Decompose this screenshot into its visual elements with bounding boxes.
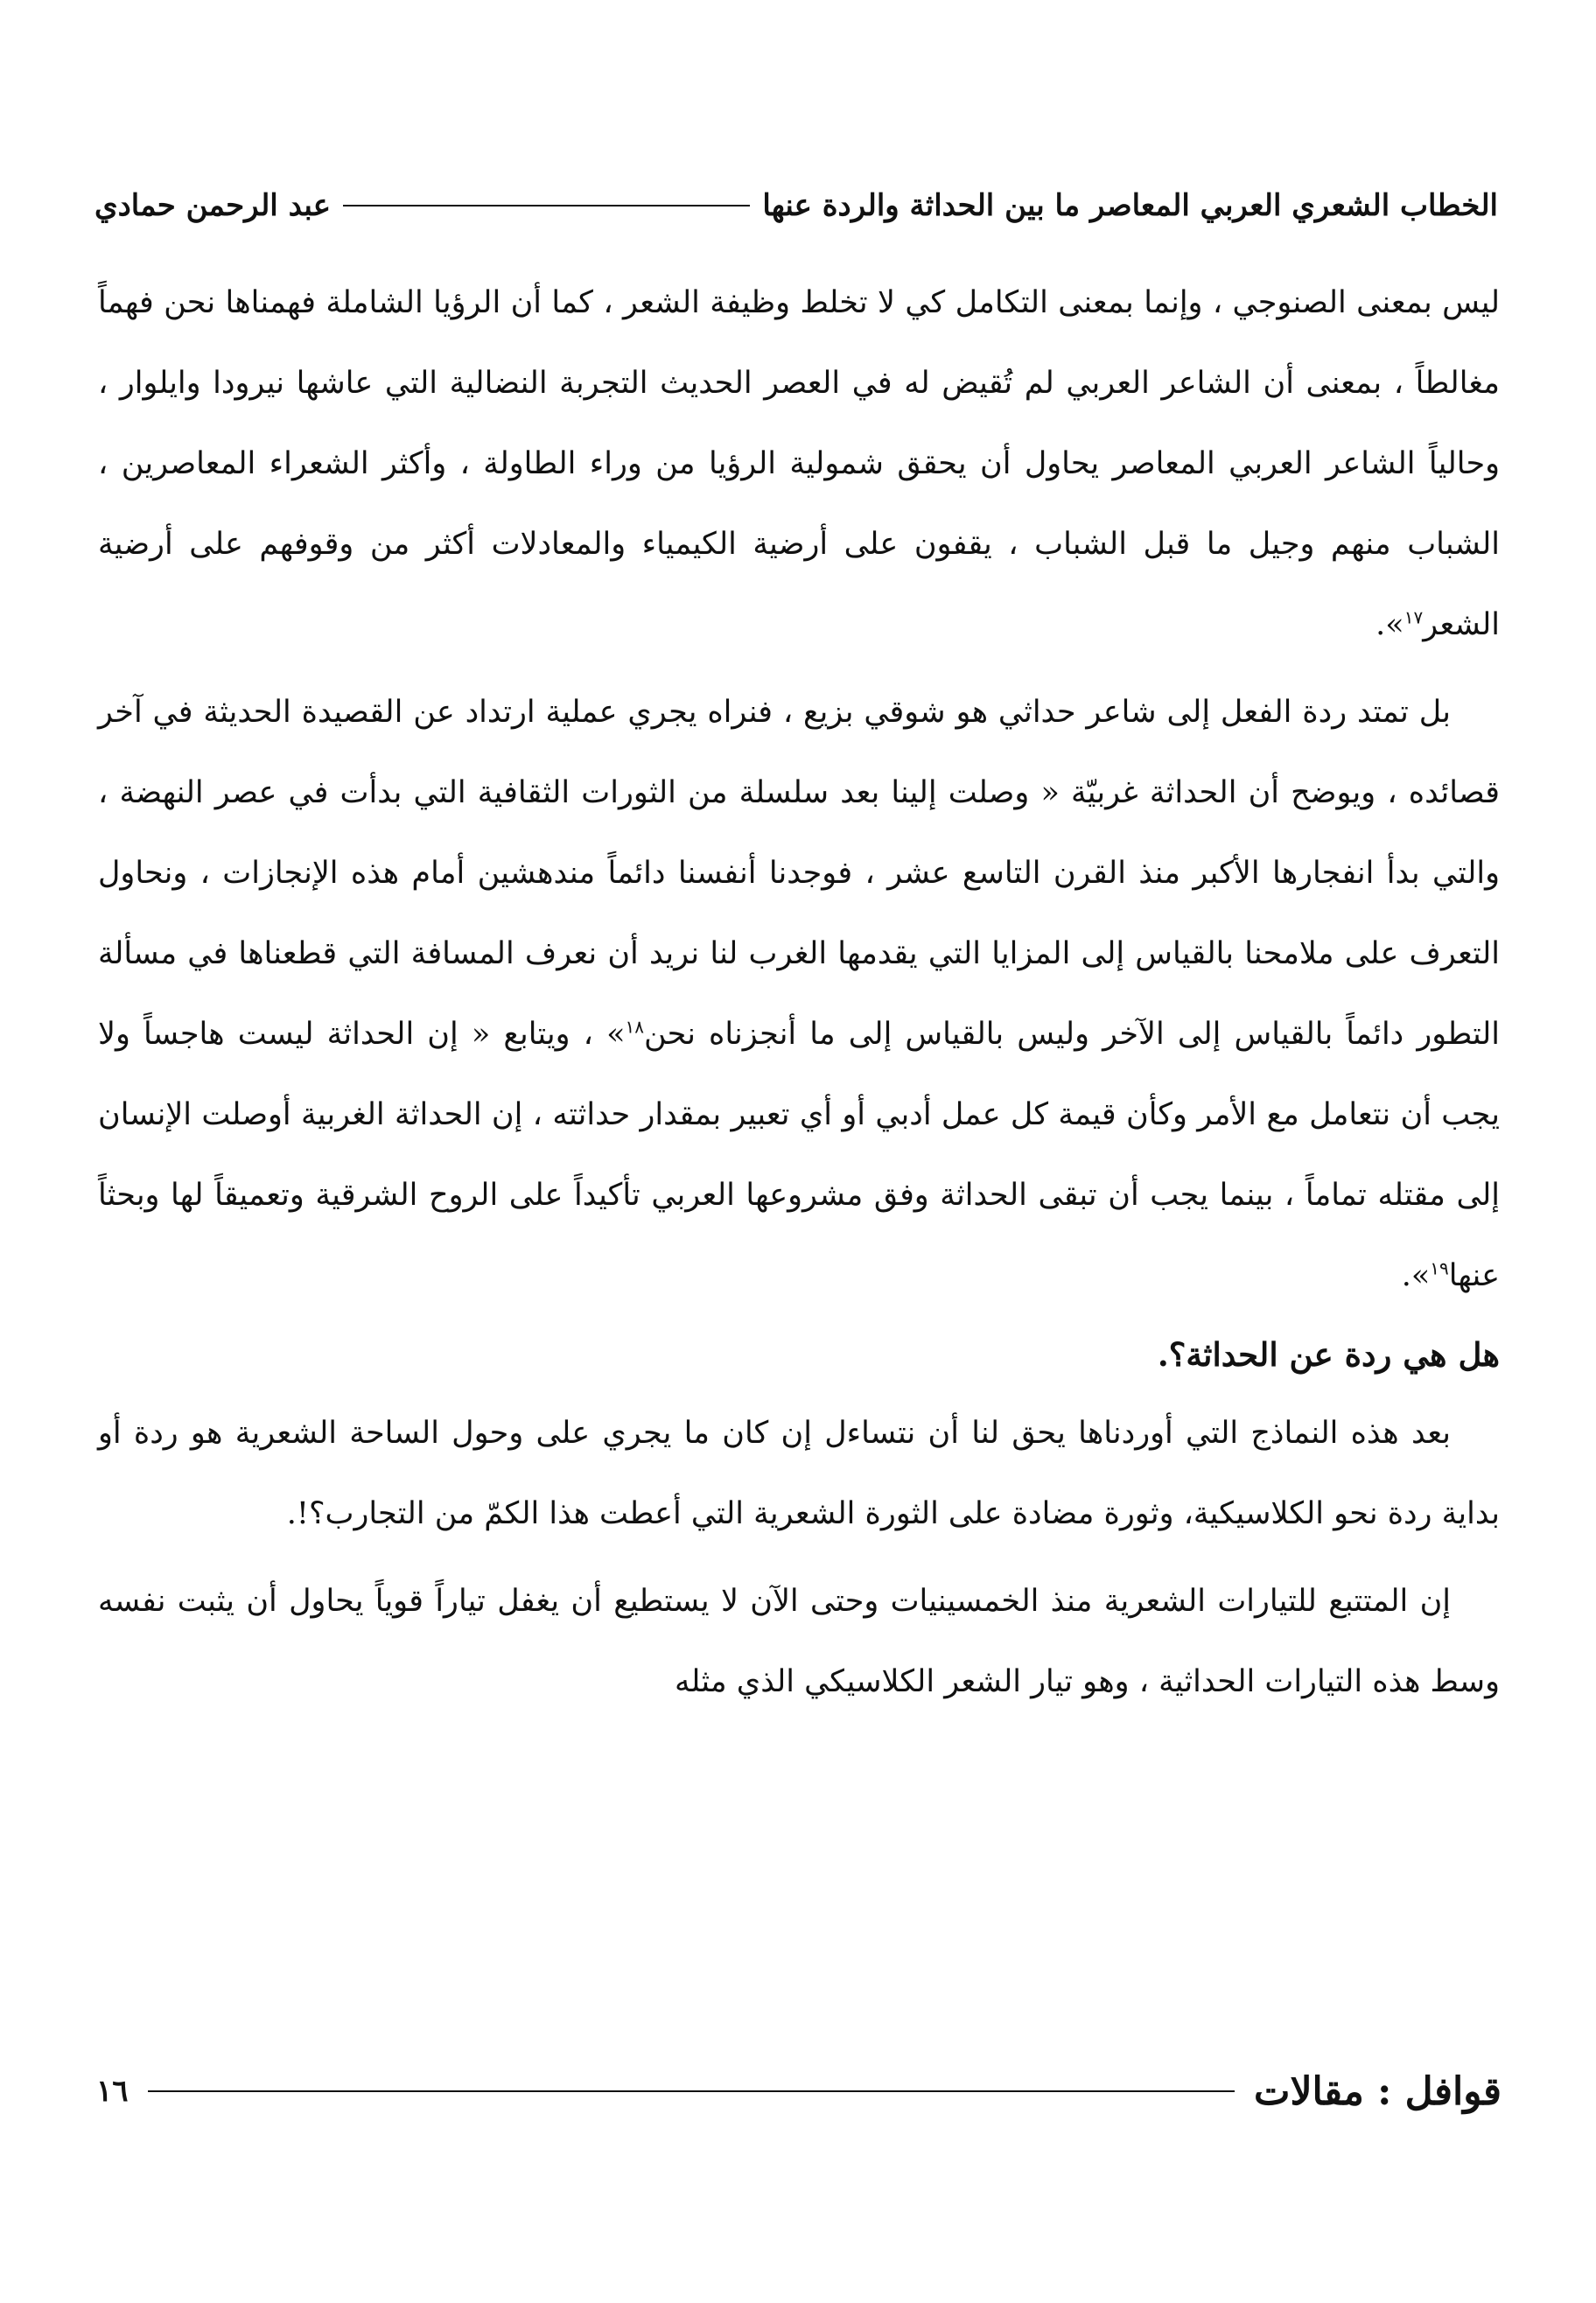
header-title: الخطاب الشعري العربي المعاصر ما بين الحداثة والردة عنها — [762, 188, 1498, 223]
paragraph-2 — [98, 672, 1500, 1316]
footnote-ref-17: ١٧ — [1404, 606, 1424, 628]
page-footer — [96, 2065, 1502, 2118]
journal-name: قوافل : مقالات — [1254, 2068, 1502, 2114]
footnote-ref-18: ١٨ — [625, 1016, 644, 1038]
quote-close: ». — [1376, 607, 1404, 642]
body-text — [98, 262, 1500, 1722]
page-number: ١٦ — [96, 2074, 129, 2109]
paragraph-2-text-a: بل تمتد ردة الفعل إلى شاعر حداثي هو شوقي بزيع ، فنراه يجري عملية ارتداد عن القصيدة الحديثة في آخر قصائده ، ويوضح أن الحداثة غربيّة « وصلت إلينا بعد سلسلة من الثورات الثقافية التي بدأت في عصر النهضة ، والتي بدأ انفجارها الأكبر منذ القرن التاسع عشر ، فوجدنا أنفسنا دائماً مندهشين أمام هذه الإنجازات ، ونحاول التعرف على ملامحنا بالقياس إلى المزايا التي يقدمها الغرب لنا نريد أن نعرف المسافة التي قطعناها في مسألة التطور دائماً بالقياس إلى الآخر وليس بالقياس إلى ما أنجزناه نحن — [98, 695, 1500, 1052]
running-header — [94, 179, 1498, 232]
section-heading: هل هي ردة عن الحداثة؟. — [1157, 1335, 1500, 1374]
footnote-ref-19: ١٩ — [1430, 1257, 1449, 1279]
paragraph-3: بعد هذه النماذج التي أوردناها يحق لنا أن نتساءل إن كان ما يجري على وحول الساحة الشعرية هو ردة أو بداية ردة نحو الكلاسيكية، وثورة مضادة على الثورة الشعرية التي أعطت هذا الكمّ من التجارب؟!. — [98, 1416, 1500, 1531]
header-rule — [343, 205, 750, 206]
header-author: عبد الرحمن حمادي — [94, 188, 331, 223]
paragraph-2-text-b: » ، ويتابع « إن الحداثة ليست هاجساً ولا يجب أن نتعامل مع الأمر وكأن قيمة كل عمل أدبي أو أي تعبير بمقدار حداثته ، إن الحداثة الغربية أوصلت الإنسان إلى مقتله تماماً ، بينما يجب أن تبقى الحداثة وفق مشروعها العربي تأكيداً على الروح الشرقية وتعميقاً لها وبحثاً عنها — [98, 1017, 1500, 1293]
quote-close: ». — [1401, 1258, 1431, 1293]
paragraph-1-text: ليس بمعنى الصنوجي ، وإنما بمعنى التكامل كي لا تخلط وظيفة الشعر ، كما أن الرؤيا الشاملة فهمناها نحن فهماً مغالطاً ، بمعنى أن الشاعر العربي لم تُقيض له في العصر الحديث التجربة النضالية التي عاشها نيرودا وايلوار ، وحالياً الشاعر العربي المعاصر يحاول أن يحقق شمولية الرؤيا من وراء الطاولة ، وأكثر الشعراء المعاصرين ، الشباب منهم وجيل ما قبل الشباب ، يقفون على أرضية الكيمياء والمعادلات أكثر من وقوفهم على أرضية الشعر — [98, 285, 1500, 642]
footer-rule — [148, 2090, 1235, 2092]
paragraph-1 — [98, 262, 1500, 665]
paragraph-4: إن المتتبع للتيارات الشعرية منذ الخمسينيات وحتى الآن لا يستطيع أن يغفل تياراً قوياً يحاول أن يثبت نفسه وسط هذه التيارات الحداثية ، وهو تيار الشعر الكلاسيكي الذي مثله — [98, 1584, 1500, 1699]
